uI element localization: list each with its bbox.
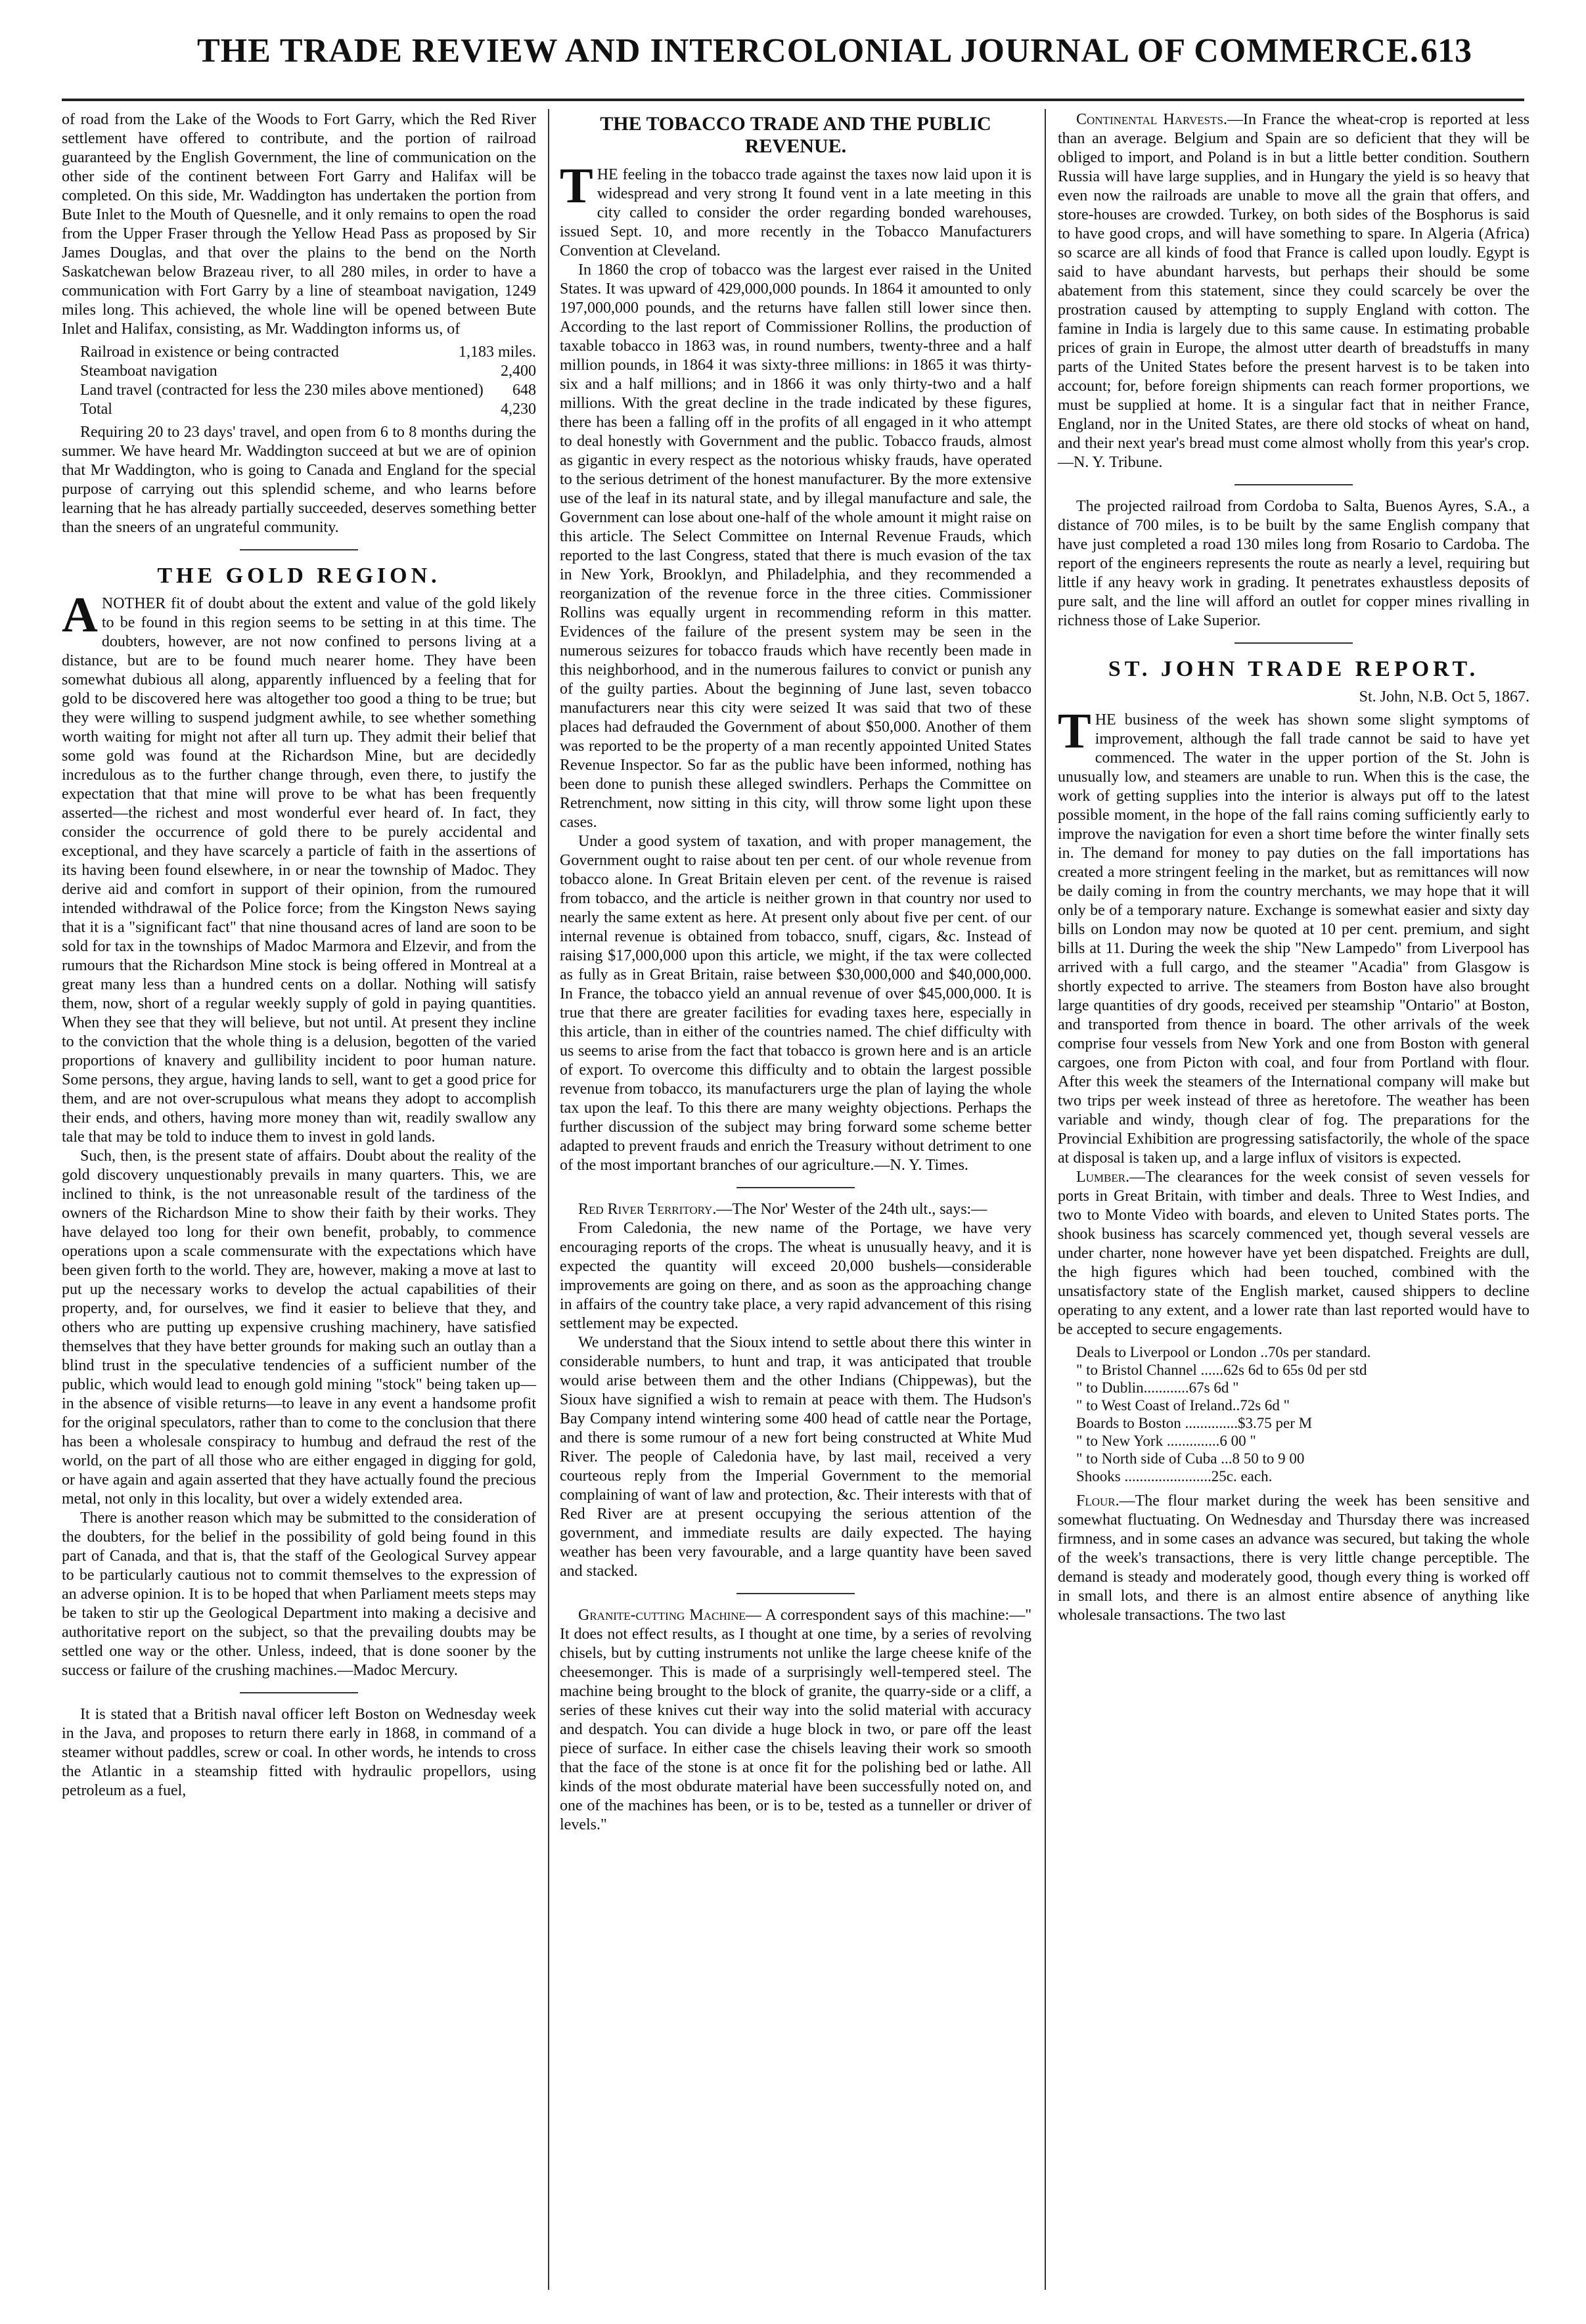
article-paragraph: The projected railroad from Cordoba to Salta, Buenos Ayres, S.A., a distance of 700 miles, is to be built by the same English company that have just completed a road 130 miles long from Rosario to Cardoba. The report of the engineers represents the route as nearly a level, requiring but little if any heavy work in grading. It penetrates exhaustless deposits of pure salt, and the line will afford an outlet for copper mines rivalling in richness those of Lake Superior. — [1058, 498, 1529, 629]
distance-value: 1,183 miles. — [459, 344, 536, 361]
distance-value: 4,230 — [501, 401, 536, 418]
journal-title: THE TRADE REVIEW AND INTERCOLONIAL JOURNAL OF COMMERCE. — [197, 32, 1419, 70]
article-paragraph: Requiring 20 to 23 days' travel, and open from 6 to 8 months during the summer. We have heard Mr. Waddington succeed at but we are of opinion that Mr Waddington, who is going to Canada and England for the special purpose of carrying out this splendid scheme, and who learns before learning that he has already partially succeeded, deserves something better than the sneers of an ungrateful community. — [62, 424, 536, 536]
rate-row: Deals to Liverpool or London ..70s per standard. — [1076, 1344, 1371, 1360]
freight-rates — [1058, 1343, 1529, 1485]
item-label: Red River Territory. — [578, 1201, 717, 1218]
rate-row: Shooks .......................25c. each. — [1076, 1468, 1273, 1485]
distance-row — [62, 362, 536, 381]
item-label: Continental Harvests. — [1076, 111, 1227, 128]
page-number: 613 — [1420, 32, 1472, 70]
article-paragraph: There is another reason which may be submitted to the consideration of the doubters, for the belief in the possibility of gold being found in this part of Canada, and that is, that the staff of the Geological Survey appear to be particularly cautious not to commit themselves to the expression of an adverse opinion. It is to be hoped that when Parliament meets steps may be taken to stir up the Geological Department into making a decisive and authoritative report on the subject, so that the prevailing doubts may be settled one way or the other. Unless, indeed, that is done sooner by the success or failure of the crushing machines.—Madoc Mercury. — [62, 1509, 536, 1679]
tobacco-title: THE TOBACCO TRADE AND THE PUBLIC REVENUE. — [600, 113, 991, 157]
article-paragraph: We understand that the Sioux intend to settle about there this winter in considerable numbers, to hunt and trap, it was anticipated that trouble would arise between them and the other Indians (Chippewas), but the Sioux have signified a wish to remain at peace with them. The Hudson's Bay Company intend wintering some 400 head of cattle near the Portage, and there is some rumour of a new fort being constructed at White Mud River. The people of Caledonia have, by last mail, received a very courteous reply from the Imperial Government to the memorial complaining of want of law and protection, &c. Their interests with that of Red River are at present occupying the serious attention of the government, and immediate results are daily expected. The haying weather has been very favourable, and a large quantity have been saved and stacked. — [560, 1334, 1031, 1580]
column-divider-2 — [1045, 109, 1046, 2290]
drop-cap: T — [1058, 704, 1091, 759]
column-divider-1 — [548, 109, 549, 2290]
distance-row — [62, 400, 536, 419]
st-john-title: ST. JOHN TRADE REPORT. — [1108, 657, 1480, 681]
column-1 — [62, 110, 536, 1800]
column-2 — [560, 110, 1031, 1835]
distance-table — [62, 343, 536, 419]
item-label: Flour. — [1076, 1492, 1120, 1509]
article-paragraph — [560, 1606, 1031, 1835]
rate-row: " to Dublin............67s 6d " — [1076, 1379, 1239, 1396]
page-header — [0, 0, 1586, 99]
rate-row: " to Bristol Channel ......62s 6d to 65s 0d per std — [1076, 1362, 1367, 1378]
distance-label: Steamboat navigation — [80, 363, 217, 380]
distance-value: 2,400 — [501, 363, 536, 380]
paragraph-text: NOTHER fit of doubt about the extent and value of the gold likely to be found in this region seems to be setting in at this time. The doubters, however, are not now confined to persons living at a distance, but are to be found much nearer home. They have been somewhat dubious all along, apparently influenced by a feeling that for gold to be discovered here was altogether too good a thing to be true; but they were willing to suspend judgment awhile, to see whether something worth waiting for might not after all turn up. They admit their belief that some gold was found at the Richardson Mine, but are decidedly incredulous as to the further change through, even there, to justify the expectation that that mine will prove to be what has been frequently asserted—the richest and most wonderful ever heard of. In fact, they consider the occurrence of gold there to be purely accidental and exceptional, and they have scarcely a particle of faith in the assertions of its having been found elsewhere, in or near the township of Madoc. They derive aid and comfort in support of their opinion, from the rumoured intended withdrawal of the Police force; from the Kingston News saying that it is a "significant fact" that nine thousand acres of land are soon to be sold for tax in the townships of Madoc Marmora and Elzevir, and from the rumours that the Richardson Mine stock is being offered in Montreal at a great many less than a hundred cents on a dollar. Nothing will satisfy them, now, short of a regular weekly supply of gold in paying quantities. When they see that they will believe, but not until. At present they incline to the conviction that the whole thing is a delusion, begotten of the varied proportions of knavery and gullibility incident to poor human nature. Some persons, they argue, having lands to sell, want to get a good price for them, and are not over-scrupulous what means they adopt to accomplish their ends, and others, having more money than wit, readily swallow any tale that may be told to induce them to invest in gold lands. — [62, 595, 536, 1146]
section-rule — [240, 549, 358, 550]
rate-row: Boards to Boston ..............$3.75 per M — [1076, 1415, 1313, 1431]
article-paragraph: In 1860 the crop of tobacco was the largest ever raised in the United States. It was upward of 429,000,000 pounds. In 1864 it amounted to only 197,000,000 pounds, and the returns have fallen still lower since then. According to the last report of Commissioner Rollins, the production of taxable tobacco in 1863 was, in round numbers, twenty-three and a half million pounds, in 1864 it was sixty-three millions: in 1865 it was thirty-six and a half millions; and in 1866 it was only thirty-two and a half millions. With the great decline in the trade indicated by these figures, there has been a falling off in the profits of all engaged in it who attempt to deal honestly with Government and the public. Tobacco frauds, almost as gigantic in every respect as the notorious whisky frauds, have operated to the serious detriment of the honest manufacturer. By the more extensive use of the leaf in its natural state, and by illegal manufacture and sale, the Government can lose about one-half of the whole amount it might raise on this article. The Select Committee on Internal Revenue Frauds, which reported to the last Congress, stated that there is much evasion of the tax in New York, Brooklyn, and Philadelphia, and they recommended a reorganization of the revenue force in the three cities. Commissioner Rollins was equally urgent in recommending reform in this matter. Evidences of the failure of the present system may be seen in the numerous seizures for tobacco frauds which have recently been made in this neighborhood, and in the numerous failures to convict or punish any of the guilty parties. About the beginning of June last, seven tobacco manufacturers near this city were seized It was said that two of these places had defrauded the Government of about $50,000. Another of them was reported to be the property of a man recently appointed United States Revenue Inspector. So far as the public have been informed, nothing has been done to punish these alleged swindlers. Perhaps the Committee on Retrenchment, now sitting in this city, will throw some light upon these cases. — [560, 261, 1031, 831]
article-paragraph — [1058, 704, 1529, 1168]
article-paragraph: of road from the Lake of the Woods to Fort Garry, which the Red River settlement have offered to contribute, and the portion of railroad guaranteed by the English Government, the line of communication on the other side of the continent between Fort Garry and Halifax will be completed. On this side, Mr. Waddington has undertaken the portion from Bute Inlet to the Mouth of Quesnelle, and it only remains to open the road from the Upper Fraser through the Yellow Head Pass as proposed by Sir James Douglas, and that over the plains to the bend on the North Saskatchewan below Brazeau river, to all 280 miles, in order to have a communication with Fort Garry by a line of steamboat navigation, 1249 miles long. This achieved, the whole line will be opened between Bute Inlet and Halifax, consisting, as Mr. Waddington informs us, of — [62, 111, 536, 338]
article-paragraph — [560, 1200, 1031, 1219]
article-paragraph — [1058, 1492, 1529, 1625]
distance-label: Land travel (contracted for less the 230 miles above mentioned) — [80, 382, 484, 399]
gold-region-title: THE GOLD REGION. — [157, 564, 441, 588]
section-rule — [736, 1187, 855, 1188]
rate-row: " to West Coast of Ireland..72s 6d " — [1076, 1397, 1290, 1414]
article-paragraph: From Caledonia, the new name of the Portage, we have very encouraging reports of the crops. The wheat is unusually heavy, and it is expected the quantity will exceed 20,000 bushels—considerable improvements are going on there, and as soon as the approaching change in affairs of the country take place, a very rapid advancement of this rising settlement may be expected. — [560, 1220, 1031, 1332]
paragraph-text: HE business of the week has shown some slight symptoms of improvement, although the fall trade cannot be said to have yet commenced. The water in the upper portion of the St. John is unusually low, and steamers are unable to run. When this is the case, the work of getting supplies into the interior is always put off to the latest possible moment, in the hope of the fall rains coming sufficiently early to improve the navigation for even a short time before the winter finally sets in. The demand for money to pay duties on the fall importations has created a more stringent feeling in the market, but as remittances will now be daily coming in from the country merchants, we may hope that it will only be of a temporary nature. Exchange is somewhat easier and sixty day bills on London may now be quoted at 10 per cent. premium, and sight bills at 11. During the week the ship "New Lampedo" from Liverpool has arrived with a full cargo, and the steamer "Acadia" from Glasgow is shortly expected to arrive. The steamers from Boston have also brought large quantities of dry goods, received per steamship "Ontario" at Boston, and transported from thence in board. The other arrivals of the week comprise four vessels from New York and one from Boston with general cargoes, one from Picton with coal, and four from Portland with flour. After this week the steamers of the International company will make but two trips per week instead of three as heretofore. The weather has been variable and windy, though clear of fog. The preparations for the Provincial Exhibition are progressing satisfactorily, the whole of the space at disposal is taken up, and a large influx of visitors is expected. — [1058, 711, 1529, 1167]
paragraph-text: —In France the wheat-crop is reported at less than an average. Belgium and Spain are so deficient that they will be obliged to import, and Poland is in but a little better condition. Southern Russia will have large supplies, and in Hungary the yield is so heavy that even now the railroads are unable to move all the grain that offers, and store-houses are crowded. Turkey, on both sides of the Bosphorus is said to have good crops, and will have something to spare. In Algeria (Africa) so scarce are all kinds of food that France is called upon loudly. Egypt is said to have abundant harvests, but perhaps their should be some abatement from this statement, since they could scarcely be over the prostration caused by attempting to supply England with cotton. The famine in India is largely due to this same cause. In estimating probable prices of grain in Europe, the almost utter dearth of breadstuffs in many parts of the United States before the present harvest is to be taken into account; for, before foreign shipments can reach former proportions, we must be supplied at home. It is a singular fact that in neither France, England, nor in the United States, are there old stocks of wheat on hand, and their next year's bread must come almost wholly from this year's crop.—N. Y. Tribune. — [1058, 111, 1529, 471]
header-rule — [62, 99, 1524, 101]
item-label: Lumber. — [1076, 1169, 1130, 1186]
drop-cap: A — [62, 587, 98, 642]
distance-label: Railroad in existence or being contracted — [80, 344, 339, 361]
paragraph-text: —The flour market during the week has been sensitive and somewhat fluctuating. On Wednesday and Thursday there was increased firmness, and in some cases an advance was secured, but taking the whole of the week's transactions, there is very little change perceptible. The demand is steady and moderately good, though every thing is worked off in small lots, and there is an almost entire absence of anything like wholesale transactions. The two last — [1058, 1492, 1529, 1624]
article-paragraph: It is stated that a British naval officer left Boston on Wednesday week in the Java, and proposes to return there early in 1868, in command of a steamer without paddles, screw or coal. In other words, he intends to cross the Atlantic in a steamship fitted with hydraulic propellors, using petroleum as a fuel, — [62, 1706, 536, 1799]
article-paragraph — [1058, 110, 1529, 472]
section-rule — [1235, 484, 1353, 485]
distance-label: Total — [80, 401, 112, 418]
paragraph-text: — A correspondent says of this machine:—" It does not effect results, as I thought at one time, by a series of revolving chisels, but by cutting instruments not unlike the large cheese knife of the cheesemonger. This is made of a surprisingly well-tempered steel. The machine being brought to the block of granite, the quarry-side or a cliff, a series of these knives cut their way into the solid material with accuracy and despatch. You can divide a huge block in two, or pare off the least piece of surface. In either case the chisels leaving their work so smooth that the face of the stone is at once fit for the polishing bed or lathe. All kinds of the most obdurate material have been successfully noted on, and one of the machines has been, or is to be, tested as a tunneller or driver of levels." — [560, 1607, 1031, 1833]
article-paragraph — [62, 587, 536, 1147]
paragraph-text: HE feeling in the tobacco trade against the taxes now laid upon it is widespread and very strong It found vent in a late meeting in this city called to consider the order regarding bonded warehouses, issued Sept. 10, and more recently in the Tobacco Manufacturers Convention at Cleveland. — [560, 166, 1031, 259]
paragraph-text: —The Nor' Wester of the 24th ult., says:— — [716, 1201, 987, 1218]
rate-row: " to New York ..............6 00 " — [1076, 1433, 1256, 1449]
column-3 — [1058, 110, 1529, 1625]
paragraph-text: —The clearances for the week consist of seven vessels for ports in Great Britain, with timber and deals. Three to West Indies, and two to Monte Video with boards, and eleven to United States ports. The shook business has scarcely commenced yet, though several vessels are under charter, none however have yet been dispatched. Freights are dull, the high figures which had been touched, combined with the unsatisfactory state of the English market, caused shippers to decline operating to any extent, and a lower rate than last reported would have to be accepted to secure engagements. — [1058, 1169, 1529, 1338]
section-rule — [736, 1593, 855, 1594]
rate-row: " to North side of Cuba ...8 50 to 9 00 — [1076, 1450, 1305, 1467]
drop-cap: T — [560, 158, 593, 213]
distance-row — [62, 343, 536, 362]
dateline: St. John, N.B. Oct 5, 1867. — [1359, 688, 1529, 705]
article-paragraph: Under a good system of taxation, and with proper management, the Government ought to raise about ten per cent. of our whole revenue from tobacco alone. In Great Britain eleven per cent. of the revenue is raised from tobacco, and the article is neither grown in that country nor used to nearly the same extent as here. At present only about five per cent. of our internal revenue is obtained from tobacco, snuff, cigars, &c. Instead of raising $17,000,000 upon this article, we might, if the tax were collected as fully as in Great Britain, raise between $30,000,000 and $40,000,000. In France, the tobacco yield an annual revenue of over $45,000,000. It is true that there are greater facilities for evading taxes here, especially in this article, than in either of the countries named. The chief difficulty with us seems to arise from the fact that tobacco is grown here and is an article of export. To overcome this difficulty and to obtain the largest possible revenue from tobacco, its manufacturers urge the plan of laying the whole tax upon the leaf. To this there are many weighty objections. Perhaps the further discussion of the subject may bring forward some scheme better adapted to prevent frauds and enrich the Treasury without detriment to one of the most important branches of our agriculture.—N. Y. Times. — [560, 833, 1031, 1174]
distance-row — [62, 381, 536, 400]
item-label: Granite-cutting Machine — [578, 1607, 746, 1624]
section-rule — [1235, 642, 1353, 644]
distance-value: 648 — [512, 382, 536, 399]
section-rule — [240, 1692, 358, 1693]
article-paragraph: Such, then, is the present state of affairs. Doubt about the reality of the gold discovery unquestionably prevails in many quarters. This, we are inclined to think, is the not unreasonable result of the tardiness of the owners of the Richardson Mine to show their faith by their works. They have delayed too long for their own benefit, probably, to commence operations upon a scale commensurate with the expectations which have been given forth to the world. They are, however, making a move at last to put up the necessary works to develop the actual capabilities of their property, and, for ourselves, we find it easier to believe that they, and others who are putting up expensive crushing machinery, have satisfied themselves that they have better grounds for making such an outlay than a blind trust in the speculative tendencies of a sufficient number of the public, which would lead to enough gold mining "stock" being taken up—in the absence of visible returns—to leave in any event a handsome profit for the original speculators, rather than to come to the conclusion that there has been a wholesale conspiracy to humbug and defraud the rest of the world, on the part of all those who are either engaged in digging for gold, or have again and again asserted that they have actually found the precious metal, not only in this locality, but over a widely extended area. — [62, 1148, 536, 1508]
article-paragraph — [1058, 1168, 1529, 1339]
article-paragraph — [560, 158, 1031, 261]
